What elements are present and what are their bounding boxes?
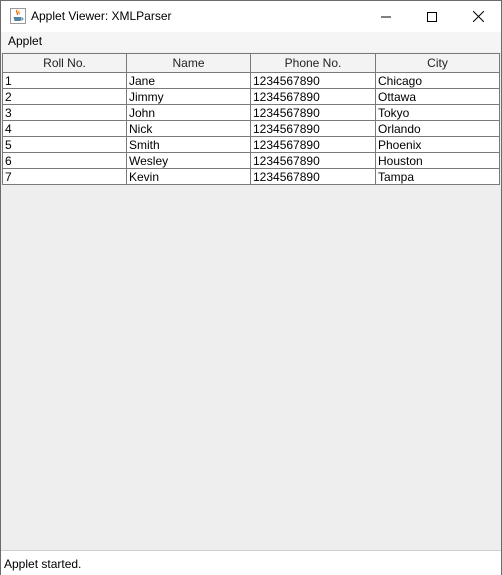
maximize-icon: [427, 12, 437, 22]
cell-roll-no[interactable]: 5: [3, 137, 127, 153]
cell-name[interactable]: Kevin: [127, 169, 251, 185]
status-text: Applet started.: [4, 557, 82, 571]
title-bar[interactable]: [1, 1, 501, 32]
cell-city[interactable]: Tampa: [376, 169, 500, 185]
cell-city[interactable]: Phoenix: [376, 137, 500, 153]
cell-phone-no[interactable]: 1234567890: [251, 105, 376, 121]
cell-city[interactable]: Tokyo: [376, 105, 500, 121]
cell-name[interactable]: Nick: [127, 121, 251, 137]
cell-name[interactable]: Jane: [127, 73, 251, 89]
cell-phone-no[interactable]: 1234567890: [251, 169, 376, 185]
cell-phone-no[interactable]: 1234567890: [251, 153, 376, 169]
column-header-roll-no[interactable]: Roll No.: [3, 54, 127, 73]
window-title: Applet Viewer: XMLParser: [31, 9, 172, 23]
applet-content-area: [1, 52, 501, 550]
cell-name[interactable]: John: [127, 105, 251, 121]
table-row[interactable]: [3, 89, 500, 105]
cell-city[interactable]: Ottawa: [376, 89, 500, 105]
cell-name[interactable]: Smith: [127, 137, 251, 153]
minimize-button[interactable]: [363, 1, 409, 32]
column-header-city[interactable]: City: [376, 54, 500, 73]
minimize-icon: [381, 12, 391, 22]
cell-name[interactable]: Jimmy: [127, 89, 251, 105]
cell-city[interactable]: Houston: [376, 153, 500, 169]
table-row[interactable]: [3, 137, 500, 153]
cell-phone-no[interactable]: 1234567890: [251, 121, 376, 137]
column-header-name[interactable]: Name: [127, 54, 251, 73]
student-table: [2, 53, 500, 185]
cell-roll-no[interactable]: 4: [3, 121, 127, 137]
cell-roll-no[interactable]: 7: [3, 169, 127, 185]
cell-roll-no[interactable]: 3: [3, 105, 127, 121]
menu-applet[interactable]: Applet: [8, 34, 43, 48]
cell-phone-no[interactable]: 1234567890: [251, 73, 376, 89]
close-icon: [473, 11, 484, 22]
column-header-phone-no[interactable]: Phone No.: [251, 54, 376, 73]
menu-bar: [1, 32, 501, 52]
table-row[interactable]: [3, 169, 500, 185]
close-button[interactable]: [455, 1, 501, 32]
table-row[interactable]: [3, 73, 500, 89]
cell-name[interactable]: Wesley: [127, 153, 251, 169]
status-bar: [1, 550, 501, 575]
cell-city[interactable]: Orlando: [376, 121, 500, 137]
cell-phone-no[interactable]: 1234567890: [251, 89, 376, 105]
table-row[interactable]: [3, 153, 500, 169]
cell-city[interactable]: Chicago: [376, 73, 500, 89]
table-row[interactable]: [3, 105, 500, 121]
cell-roll-no[interactable]: 2: [3, 89, 127, 105]
cell-roll-no[interactable]: 6: [3, 153, 127, 169]
table-header-row: [3, 54, 500, 73]
maximize-button[interactable]: [409, 1, 455, 32]
table-row[interactable]: [3, 121, 500, 137]
cell-phone-no[interactable]: 1234567890: [251, 137, 376, 153]
java-cup-icon[interactable]: [10, 8, 26, 24]
cell-roll-no[interactable]: 1: [3, 73, 127, 89]
